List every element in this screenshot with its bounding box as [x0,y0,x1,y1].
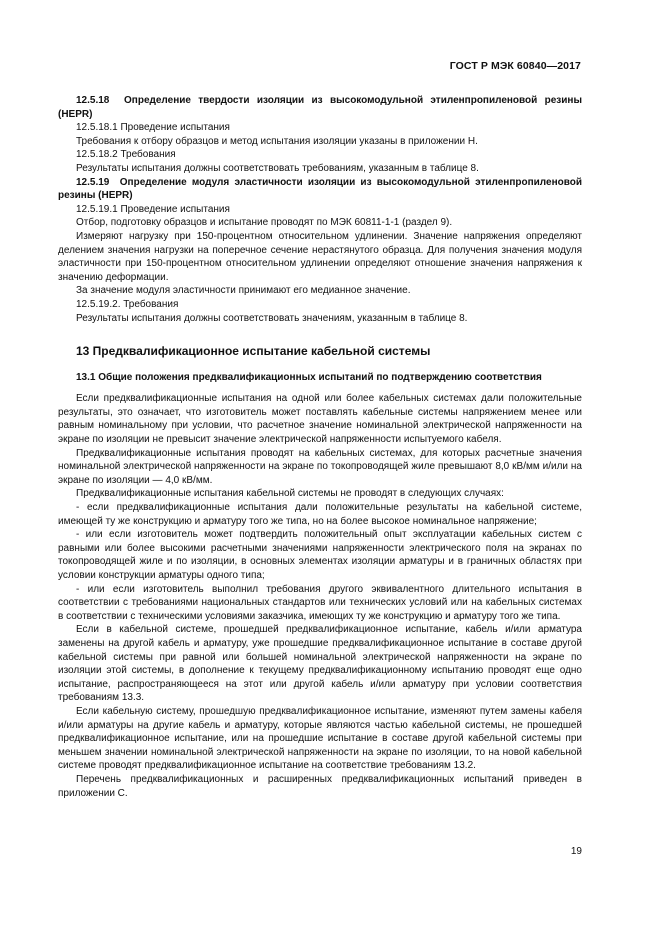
paragraph: 12.5.18.2 Требования [76,149,176,161]
paragraph: Результаты испытания должны соответствовать требованиям, указанным в таблице 8. [76,162,479,174]
list-item: - или если изготовитель выполнил требования другого эквивалентного длительного испытания в соответствии с требованиями национальных стандартов или технических условий или на кабельных системах в соответствии с техническими условиями заказчика, имеющих ту же конструкцию и арматуру того же типа. [58,583,582,622]
paragraph: 12.5.19.2. Требования [76,298,179,310]
paragraph: Если предквалификационные испытания на одной или более кабельных системах дали положительные результаты, это означает, что изготовитель может поставлять кабельные системы напряжением менее или равным номинальному при условии, что расчетное значение номинальной электрической напряженности на экране по изоляции не превысит значение электрической напряженности испытуемого кабеля. [58,393,582,446]
paragraph: Отбор, подготовку образцов и испытание проводят по МЭК 60811-1-1 (раздел 9). [76,217,453,229]
paragraph: Измеряют нагрузку при 150-процентном относительном удлинении. Значение напряжения определяют делением значения нагрузки на поперечное сечение нерастянутого образца. Для получения значения модуля эластичности при 150-процентном относительном удлинении определяют отношение значения напряжения к значению деформации. [58,230,582,283]
subsection-heading: 13.1 Общие положения предквалификационных испытаний по подтверждению соответствия [76,371,542,383]
clause-number: 12.5.18 [76,95,110,106]
paragraph: Если кабельную систему, прошедшую предквалификационное испытание, изменяют путем замены кабеля и/или арматуры на другие кабель и арматуру, которые являются частью кабельной системы, не прошедшей предквалификационное испытание, или на прошедшие испытание в составе другой кабельной системы при меньшем значении номинальной электрической напряженности на экране по изоляции, то на новой кабельной системе проводят предквалификационное испытание на соответствие требованиям 13.2. [58,705,582,772]
paragraph: Результаты испытания должны соответствовать значениям, указанным в таблице 8. [76,312,468,324]
page-number: 19 [570,846,582,857]
paragraph: 12.5.18.1 Проведение испытания [76,122,230,134]
list-item: - или если изготовитель может подтвердить положительный опыт эксплуатации кабельных систем с равными или более высокими расчетными значениями напряженности электрического поля на экранах по токопроводящей жиле и по изоляции, в основных элементах изоляции арматуры и в граничных областях при условии конструкции арматуры одного типа; [58,529,582,581]
clause-12-5-18-heading [58,94,582,121]
clause-number: 12.5.19 [76,176,110,188]
document-code: ГОСТ Р МЭК 60840—2017 [449,60,581,72]
paragraph: Перечень предквалификационных и расширенных предквалификационных испытаний приведен в приложении С. [58,773,582,799]
paragraph: 12.5.19.1 Проведение испытания [76,203,230,215]
clause-12-5-19-heading [58,176,582,203]
paragraph: Требования к отбору образцов и метод испытания изоляции указаны в приложении Н. [76,135,478,147]
clause-title: Определение модуля эластичности изоляции из высокомодульной этиленпропиленовой резины (HEPR) [58,176,582,202]
list-item: - если предквалификационные испытания дали положительные результаты на кабельной системе, имеющей ту же конструкцию и арматуру того же типа, но на более высокое номинальное напряжение; [58,502,582,527]
section-heading: 13 Предквалификационное испытание кабельной системы [76,344,431,359]
paragraph: Если в кабельной системе, прошедшей предквалификационное испытание, кабель и/или арматура заменены на другой кабель и арматуру, уже прошедшие предквалификационное испытание в составе другой кабельной системы при равной или большей номинальной электрической напряженности на экране по изоляции этой системы, в дополнение к текущему предквалификационному испытанию проводят еще одно испытание, распространяющееся на этот или другой кабель и/или арматуру при условии соответствия требованиям 13.3. [58,624,582,704]
document-body [58,94,582,800]
paragraph: За значение модуля эластичности принимают его медианное значение. [76,285,411,297]
clause-title: Определение твердости изоляции из высокомодульной этиленпропиленовой резины (HEPR) [58,95,582,120]
paragraph: Предквалификационные испытания проводят на кабельных системах, для которых расчетные значения номинальной электрической напряженности на экране по токопроводящей жиле превышают 8,0 кВ/мм и/или на экране по изоляции — 4,0 кВ/мм. [58,447,582,486]
paragraph: Предквалификационные испытания кабельной системы не проводят в следующих случаях: [76,488,504,500]
